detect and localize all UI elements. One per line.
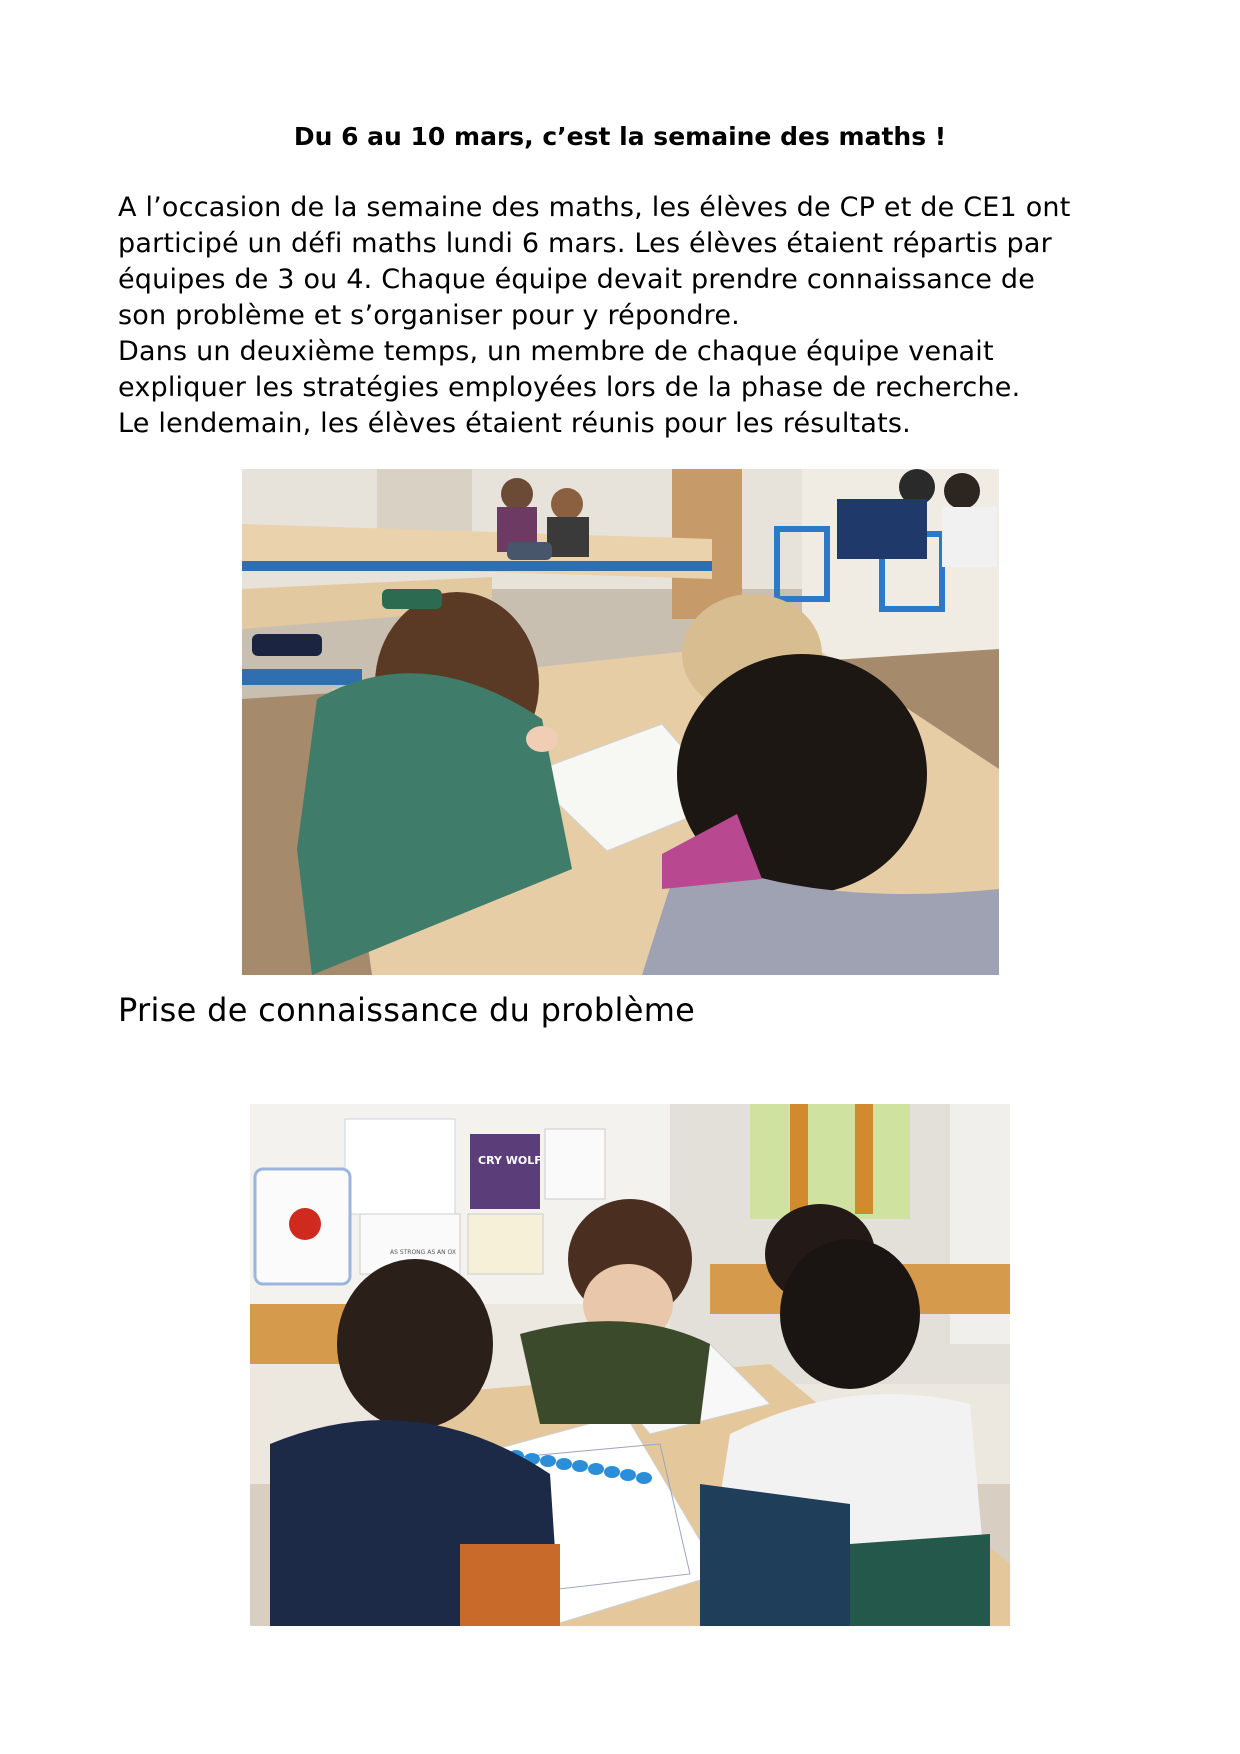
paragraph-line: Le lendemain, les élèves étaient réunis pour les résultats.	[118, 408, 911, 439]
paragraph-line: expliquer les stratégies employées lors de la phase de recherche.	[118, 372, 1021, 403]
paragraph-line: A l’occasion de la semaine des maths, les élèves de CP et de CE1 ont	[118, 192, 1071, 223]
page-title: Du 6 au 10 mars, c’est la semaine des maths !	[293, 122, 947, 151]
paragraph-line: Dans un deuxième temps, un membre de chaque équipe venait	[118, 336, 994, 367]
paragraph-line: son problème et s’organiser pour y répondre.	[118, 300, 740, 331]
poster-text: CRY WOLF	[478, 1154, 542, 1167]
article-paragraph	[118, 190, 1138, 442]
photo-caption: Prise de connaissance du problème	[118, 991, 696, 1029]
poster-text: AS STRONG AS AN OX	[390, 1249, 456, 1256]
paragraph-line: participé un défi maths lundi 6 mars. Les élèves étaient répartis par	[118, 228, 1052, 259]
classroom-photo-reading	[242, 469, 999, 975]
paragraph-line: équipes de 3 ou 4. Chaque équipe devait prendre connaissance de	[118, 264, 1036, 295]
classroom-photo-grid-activity	[250, 1104, 1010, 1626]
